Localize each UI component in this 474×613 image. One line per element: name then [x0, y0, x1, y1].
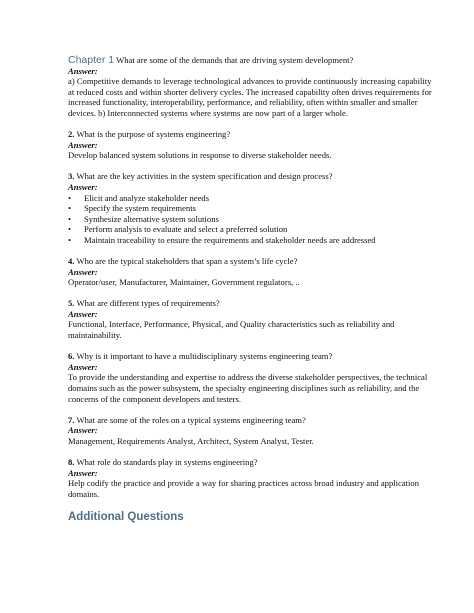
- question-1: [68, 55, 434, 119]
- chapter-label: Chapter 1: [68, 54, 115, 66]
- question-7: [68, 415, 434, 447]
- answer-label: Answer:: [68, 467, 98, 478]
- question-text: Who are the typical stakeholders that span a system’s life cycle?: [76, 256, 298, 266]
- question-number: 6.: [68, 351, 75, 362]
- bullet-item: • Specify the system requirements: [68, 203, 434, 214]
- question-3: [68, 171, 434, 245]
- answer-label: Answer:: [68, 425, 98, 436]
- question-8: [68, 457, 434, 499]
- question-5: [68, 298, 434, 340]
- answer-1-text: a) Competitive demands to leverage technological advances to provide continuously increasing capability at reduced costs and within shorter delivery cycles. The increased capability often drives requirements for increased functionality, interoperability, performance, and reliability, often within smaller and smaller devices. b) Interconnected systems where systems are now part of a larger whole.: [68, 76, 432, 118]
- question-number: 7.: [68, 414, 75, 425]
- question-number: 3.: [68, 171, 75, 182]
- answer-label: Answer:: [68, 139, 98, 150]
- question-number: 2.: [68, 129, 75, 140]
- answer-text: Functional, Interface, Performance, Physical, and Quality characteristics such as reliability and maintainability.: [68, 319, 395, 341]
- answer-label: Answer:: [68, 308, 98, 319]
- question-1-text: What are some of the demands that are driving system development?: [116, 55, 354, 65]
- answer-bullet-list: [68, 193, 434, 246]
- bullet-item: • Elicit and analyze stakeholder needs: [68, 193, 434, 204]
- additional-questions-heading: Additional Questions: [68, 511, 184, 524]
- question-number: 4.: [68, 256, 75, 266]
- bullet-item: • Perform analysis to evaluate and select a preferred solution: [68, 224, 434, 235]
- bullet-item: • Synthesize alternative system solutions: [68, 214, 434, 225]
- question-6: [68, 351, 434, 404]
- question-text: What are some of the roles on a typical systems engineering team?: [76, 414, 306, 425]
- question-2: [68, 129, 434, 161]
- answer-label: Answer:: [68, 266, 98, 277]
- question-number: 8.: [68, 456, 75, 467]
- answer-text: Operator/user, Manufacturer, Maintainer, Government regulators, ..: [68, 277, 300, 288]
- answer-label: Answer:: [68, 361, 98, 372]
- answer-text: Management, Requirements Analyst, Architect, System Analyst, Tester.: [68, 435, 314, 446]
- question-text: What are different types of requirements?: [76, 298, 220, 309]
- question-text: Why is it important to have a multidisciplinary systems engineering team?: [76, 351, 333, 362]
- answer-label: Answer:: [68, 181, 98, 192]
- question-text: What role do standards play in systems engineering?: [76, 456, 258, 467]
- question-text: What is the purpose of systems engineering?: [76, 129, 231, 140]
- question-4: [68, 256, 434, 288]
- answer-text: To provide the understanding and expertise to address the diverse stakeholder perspectives, the technical domains such as the power subsystem, the specialty engineering disciplines such as reliability, and the concerns of the component developers and testers.: [68, 372, 428, 404]
- answer-label: Answer:: [68, 65, 98, 76]
- question-text: What are the key activities in the system specification and design process?: [76, 171, 333, 182]
- answer-text: Develop balanced system solutions in response to diverse stakeholder needs.: [68, 150, 332, 161]
- bullet-item: • Maintain traceability to ensure the requirements and stakeholder needs are addressed: [68, 235, 434, 246]
- question-number: 5.: [68, 298, 75, 309]
- answer-text: Help codify the practice and provide a way for sharing practices across broad industry and application domains.: [68, 478, 420, 499]
